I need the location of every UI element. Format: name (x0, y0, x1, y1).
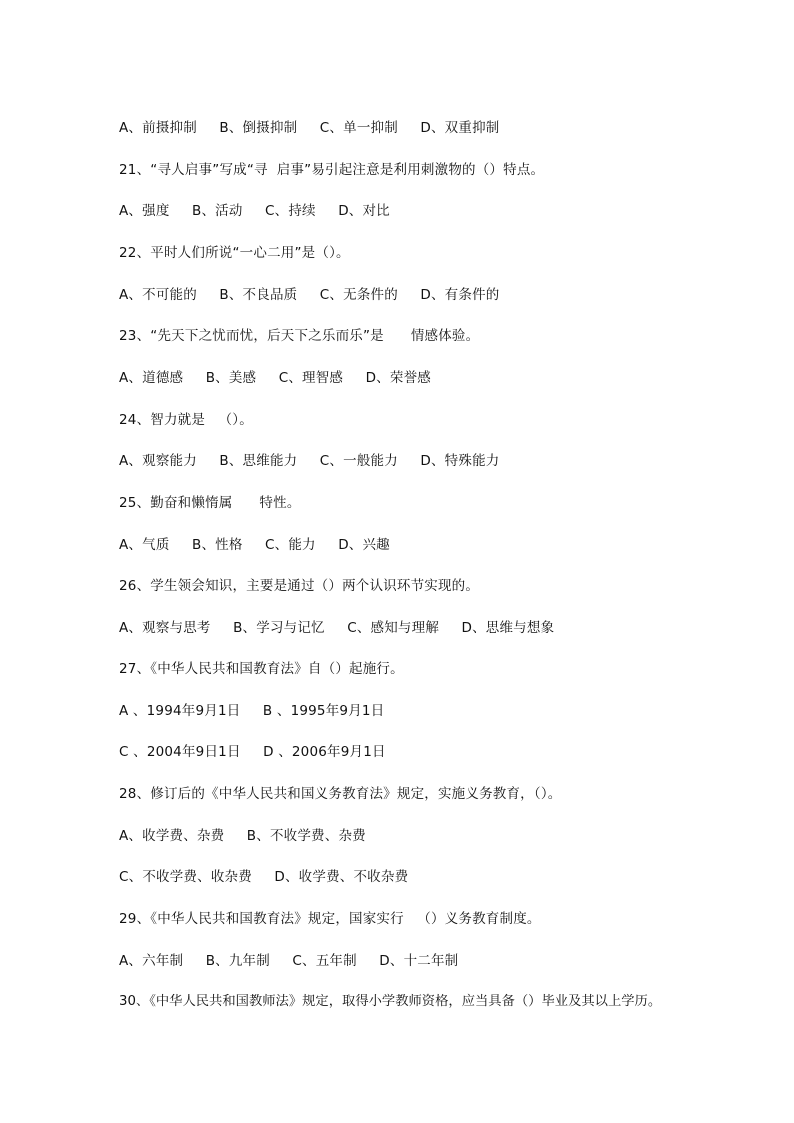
q28-options-cd: C、不收学费、收杂费 D、收学费、不收杂费 (119, 869, 409, 885)
q20-options: A、前摄抑制 B、倒摄抑制 C、单一抑制 D、双重抑制 (119, 120, 500, 136)
q27-options-cd: C 、2004年9日1日 D 、2006年9月1日 (119, 744, 386, 760)
q23-question: 23、“先天下之忧而忧，后天下之乐而乐”是 情感体验。 (119, 328, 480, 344)
q27-options-ab: A 、1994年9月1日 B 、1995年9月1日 (119, 703, 385, 719)
q22-options: A、不可能的 B、不良品质 C、无条件的 D、有条件的 (119, 287, 500, 303)
q21-question: 21、“寻人启事”写成“寻 启事”易引起注意是利用刺激物的（）特点。 (119, 162, 545, 178)
q26-question: 26、学生领会知识，主要是通过（）两个认识环节实现的。 (119, 578, 480, 594)
q28-options-ab: A、收学费、杂费 B、不收学费、杂费 (119, 828, 366, 844)
q26-options: A、观察与思考 B、学习与记忆 C、感知与理解 D、思维与想象 (119, 620, 555, 636)
q30-question: 30、《中华人民共和国教师法》规定，取得小学教师资格，应当具备（）毕业及其以上学历。 (119, 994, 662, 1009)
q24-question: 24、智力就是 （）。 (119, 412, 253, 428)
q28-question: 28、修订后的《中华人民共和国义务教育法》规定，实施义务教育，（）。 (119, 786, 562, 802)
q25-question: 25、勤奋和懒惰属 特性。 (119, 495, 301, 511)
q23-options: A、道德感 B、美感 C、理智感 D、荣誉感 (119, 370, 431, 386)
q22-question: 22、平时人们所说“一心二用”是（）。 (119, 245, 350, 261)
q21-options: A、强度 B、活动 C、持续 D、对比 (119, 203, 390, 219)
q29-question: 29、《中华人民共和国教育法》规定，国家实行 （）义务教育制度。 (119, 911, 541, 927)
q25-options: A、气质 B、性格 C、能力 D、兴趣 (119, 537, 390, 553)
q24-options: A、观察能力 B、思维能力 C、一般能力 D、特殊能力 (119, 453, 500, 469)
q27-question: 27、《中华人民共和国教育法》自（）起施行。 (119, 661, 404, 677)
q29-options: A、六年制 B、九年制 C、五年制 D、十二年制 (119, 953, 459, 969)
